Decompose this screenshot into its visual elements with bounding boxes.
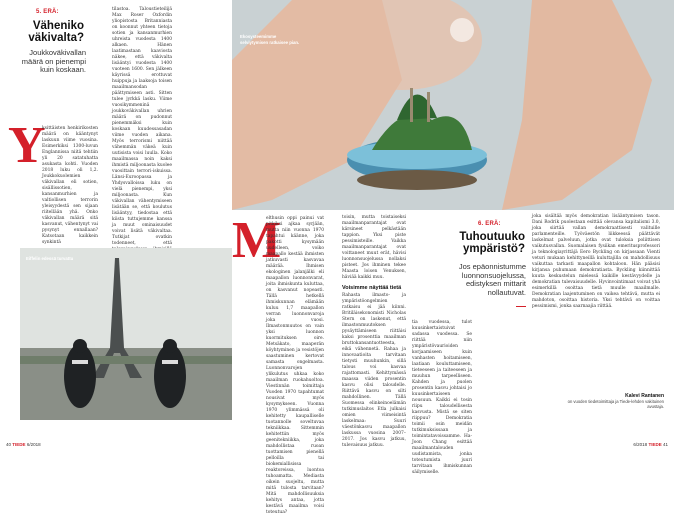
top-photo-caption: Ekosysteemimme selviytymisen ratkaisee pian. <box>240 34 300 45</box>
globe-photo <box>232 0 674 210</box>
page-number-left: 40 <box>6 442 12 447</box>
brand-left: TIEDE <box>12 442 26 447</box>
right-column-2: joka sisältää myös demokratian lisääntymisen tason. Dani Rodrik puolestaan esittää olevansa kapitalismi 3.0, joka siirtää vallan demokraattisesti valituille parlamenteille. Työväestön liikkeessä päättävät laskelmat palveluun, jotka ovat tuloksia poliittisen vaikutusvallan. Suomalaisen fysiikan emeritusprofessori ja teknologiayrittäjä Eero Byckling on kirjassaan Vienti veturi mukaan kehittyneillä kuluttajilla on mahdollisuus vaikuttaa tarkasti maapallon kohtaloon. Hän pääsisi kirjansa puhumaan demokratiasta. Byckling kiinnittää kuuta keskustelun mielessä kaikille kestävyydelle ja demokratian tulevaisuudelle. Hyvinvointimaat voivat yhä esimerkillä osoittaa tietä muulle maailmalle. Demokratian laajentuminen on vaikea tehtävä, mutta ei mahdoton, osoittaa historia. Yksi tehtävä on voittaa pessimismi, jonka saarnaajia riittää. <box>532 214 660 309</box>
eiffel-caption: Eiffelin edessä turvattu <box>26 256 74 261</box>
dropcap-m: M <box>232 212 282 269</box>
page-number-right: 41 <box>662 442 668 447</box>
issue-right: 6/2018 <box>633 442 648 447</box>
footer-left <box>6 442 41 447</box>
deck-5: Joukkoväkivallan määrä on pienempi kuin koskaan. <box>21 48 86 75</box>
headline-5: Väheniko väkivalta? <box>28 20 84 45</box>
section-kicker-5: 5. ERÄ: <box>36 9 59 15</box>
right-column-3: tia vuodessa, tulot kuusinkertaistuivat sadassa vuodessa. Se riittää niin ympäristövaurioiden korjaamiseen kuin vanhasten hoitamiseen, laatiaan kouluttamiseen, tieteeseen ja taiteeseen ja muuhun tarpeelliseen. Kahden ja puolen prosentin kasvu johtaisi jo kuusinkertaiseen nousuun. Kaikki ei tosin riipu taloudellisesta kasvusta. Mistä se siten riippuu? Demokratia toimii osin meidän tutkimuksissaan ja toimintatavoissamme. Ha-Joon Chang esittää maailmantalouden uudistamista, jonka toteutumista juuri tarvitaan ihmiskunnan säilymiselle. <box>412 320 472 475</box>
issue-left: 6/2018 <box>26 442 41 447</box>
deck-6: Jos epäonnistumme luonnonsuojelussa, edistyksen mittarit nollautuvat. <box>458 262 526 297</box>
brand-right: TIEDE <box>648 442 662 447</box>
footer-right <box>633 442 668 447</box>
author-name: Kalevi Rantanen <box>625 393 664 399</box>
left-column-1: ksittäisten henkirikosten määrä on kääntynyt laskuun viime vuosina. Esimerkiksi 1300-luvun Englannissa niitä tehtiin yli 20 satatuhatta asukasta kohti. Vuoden 2018 luku oli 1,2. Joukkokuolemien väkivallan eli sotien, sisällissotien, kansanmurhien ja valtiollisen terrorin yleisyydestä sen sijaan riitellään yhä. Onko väkivallan määrä sitä kasvanut, vähentynyt vai pysynyt ennallaan? Katsotaan kaikkein synkintä <box>42 126 98 245</box>
accent-bar <box>516 306 526 307</box>
subhead-voisimme: Voisimme näyttää tietä <box>342 285 402 291</box>
right-column-1: toisin, mutta toistaiseksi maailmanparantajat ovat kärsineet pelkästään tappion. Yksi piste pessimisteille. Vaikka maailmanparantajat ovat voittaneet muut erät, hävisi luonnonsuojelussa nollaksi pisteet. Jos ihminen tekee Maasta loisen Venuksen, häviää kaikki muu. Voisimme näyttää tietä Rahasta ilmasto- ja ympäristöongelmien ratkaisu ei jää kiinni. Britiläisekonomisti Nicholas Stern on laskenut, että ilmastonmuutoksen pysäyttämiseen riittäisi kaksi prosenttia maailman bruttokansantuotteesta, eikä vähennetä. Rahaa ja innovaatioita tarvitaan tietysti muuhunkin, sillä talous voi kasvaa rajattomasti. Kehittymässä maassa viiden prosentin kasvu olisi taloudelle. Riittävä kasvu on silti mahdollinen. Tällä Suomessa elinkeinoelämän tutkimuslaitos Etla julkaisi omien viimeisintä laskelmaa: Suuri väestönkasvu maapallon laskussa vuosina 2007–2017. Jos kasvu jatkuu, tulevaisuus jatkuu. <box>342 215 406 448</box>
author-note: on vuoden tiedetoimittaja ja Tiede-lehden vakituinen avustaja. <box>567 399 664 409</box>
col2-text: tilastoa. Taloustieteilijä Max Roser Oxfordin yliopistosta Britanniasta on koonnut yhteen tietoja sotien ja kansanmurhien uhreista vuodesta 1400 alkaen. Hänen laatimastaan kaaviosta näkee, että väkivalta lisääntyi vuodesta 1400 vuoteen 1600. Sen jälkeen käyrissä erottuvat huippuja ja laaksoja toisen maailmansodan päättymiseen asti. Sitten tulee jyrkkä lasku. Viime vuosikymmeninä joukkoväkivallan uhrien määrä on pudonnut pienemmäksi kuin koskaan kuudessasadan viime vuoden aikana. Myös terrorismi niittää vähemmän väkeä kuin uutisista voisi luulla. Koko maailmassa noin kaksi ihmistä miljoonasta kuolee vuosittain terrori-iskuissa. Länsi-Euroopassa ja Yhdysvalloissa luku on vielä pienempi, yksi miljoonasta. Kun väkivallan vähentymiseen lisätään se, että koulutus lisääntyy, tiedostaa että kiista tuttujemme kanssa ja muut ominaisuudet voivat lisätä väkivaltaa. Tutkijat ovatkin todenneet, että <box>112 7 172 246</box>
section-kicker-6: 6. ERÄ: <box>478 221 501 227</box>
headline-6: Tuhoutuuko ympäristö? <box>459 231 525 256</box>
dropcap-y: Y <box>8 117 46 174</box>
middle-column-3: elthusin oppi painui vat pitkiksi ajkaa syrjään, mutta niin vuonna 1970 tapahtui käänne, joka pakotti kysymään uudelleen, voiko maapallo kestää ihmisten jatkuvasti kasvavaa määrää. Ihmisen ekologinen jalanjälki eli maapallon luonnonvarat, joita ihmiskunta kuluttaa, on kasvanut nopeasti. Tällä hetkellä ihmiskunnan elämään kuluu 1,7 maapallon verran luonnonvaroja joka vuosi. Ilmastonmuutos on vain yksi luonnon kuormituksen oire. Metsäkato, maaperän köyhtyminen ja vesistöjen saastuminen kertovat samasta ongelmasta. Luonnonvarojen ylikulutus uhkaa koko maailman ruokahuoltoa. Viestinnän toimittaja Vuoden 1970 tapahtumat nousivat myös kysymykseen. Vuonna 1970 ylimmässä oli kehitetty kaupalliselle tuotannolle soveltuvaa tekniikkaa. Sittemmin kehitettiin myös geenitekniikka, joka mahdollistaa ruoan tuottamisen pienellä pelloilla tai biokemiallisissa reaktoreissa, luontoa tuhoamatta. Mediasta oikein suojeltu, mutta mitä tulosta tarvitaan? Mitä mahdollisuuksia kehitys antaa, jotta kestävä maailma voisi toteutua? <box>266 216 324 515</box>
author-block <box>560 393 664 409</box>
eiffel-photo <box>20 248 232 420</box>
left-column-2 <box>112 7 172 247</box>
